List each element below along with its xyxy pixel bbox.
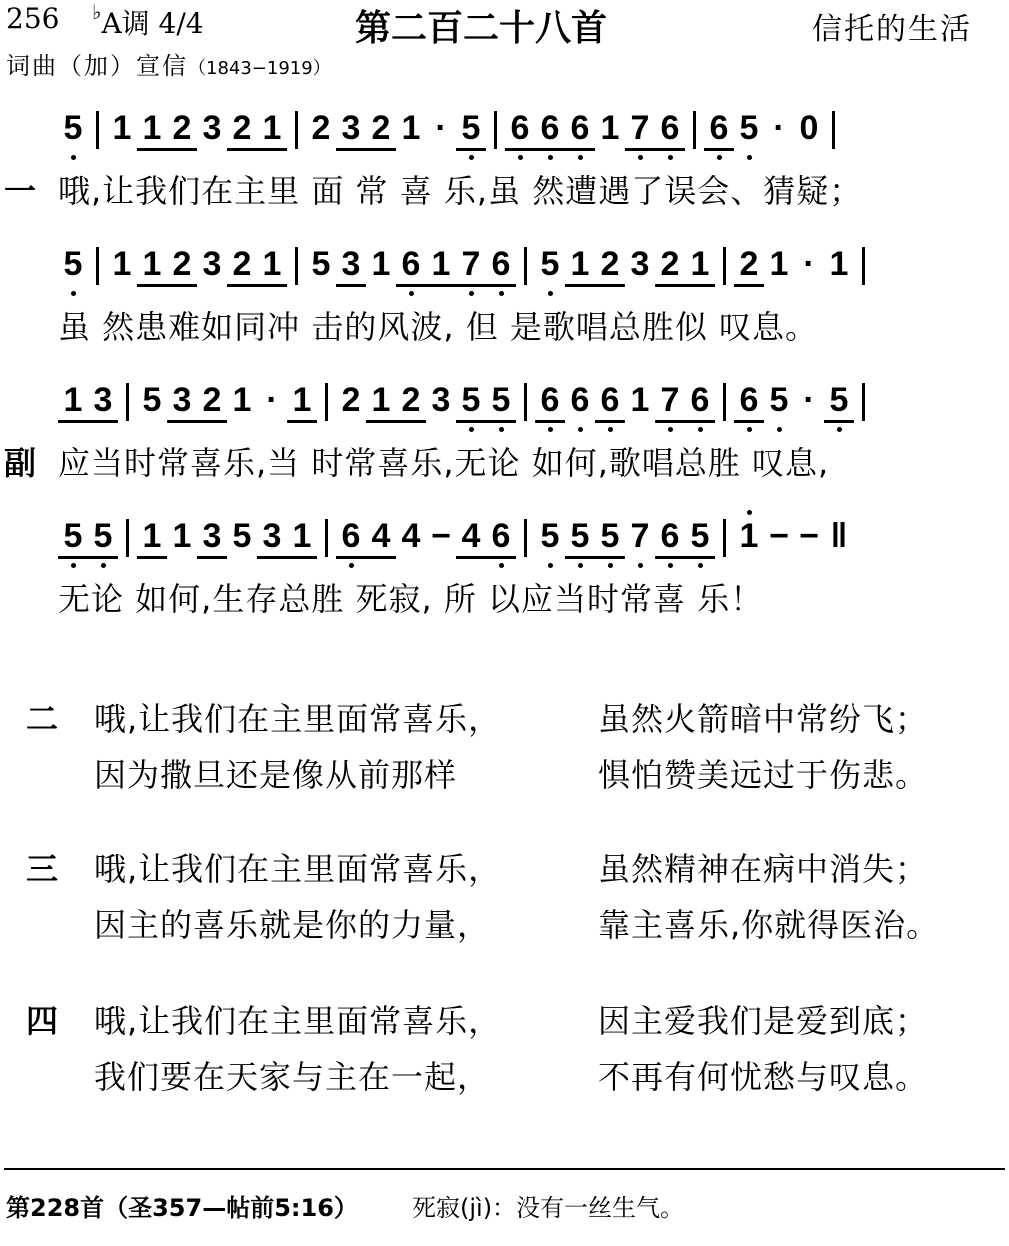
verse-2-line-2b: 惧怕赞美远过于伤悲。 [598, 756, 929, 794]
refrain-mark: 副 [4, 444, 37, 482]
verse-2-line-2a: 因为撒旦还是像从前那样 [94, 756, 458, 794]
flat-sign: ♭ [92, 0, 102, 24]
score-line-3: 1 3 5 3 2 1 · 1 2 1 2 3 5 5 6 6 6 1 7 6 6 5 · 5 [58, 380, 873, 420]
hymn-title: 第二百二十八首 [355, 8, 608, 49]
key-text: A调 4/4 [101, 7, 204, 40]
lyrics-line-1: 哦,让我们在主里 面 常 喜 乐,虽 然遭遇了误会、猜疑； [58, 172, 863, 210]
verse-number-3: 三 [26, 850, 59, 888]
lyrics-line-3: 应当时常喜乐,当 时常喜乐,无论 如何,歌唱总胜 叹息, [58, 444, 830, 482]
score-line-2: 5 1 1 2 3 2 1 5 3 1 6 1 7 6 5 1 2 3 2 1 2 1 · 1 [58, 244, 873, 284]
verse-3-line-1b: 虽然精神在病中消失； [598, 850, 929, 888]
verse-4-line-1b: 因主爱我们是爱到底； [598, 1002, 929, 1040]
verse-3-line-2b: 靠主喜乐,你就得医治。 [598, 906, 940, 944]
key-signature [92, 2, 204, 42]
word-note: 死寂(jì)：没有一丝生气。 [412, 1194, 685, 1222]
lyrics-line-4: 无论 如何,生存总胜 死寂, 所 以应当时常喜 乐！ [58, 580, 764, 618]
lyrics-line-2: 虽 然患难如同冲 击的风波, 但 是歌唱总胜似 叹息。 [58, 308, 819, 346]
verse-number-4: 四 [26, 1002, 59, 1040]
verse-mark-1: 一 [4, 172, 37, 210]
hymn-number: 256 [6, 2, 60, 35]
score-line-1: 5 1 1 2 3 2 1 2 3 2 1 · 5 6 6 6 1 7 6 6 5 · 0 [58, 108, 843, 148]
footer-divider [4, 1168, 1005, 1170]
verse-3-line-2a: 因主的喜乐就是你的力量， [94, 906, 491, 944]
scripture-reference: 第228首（圣357—帖前5:16） [6, 1194, 358, 1222]
author-credit: 词曲（加）宣信（1843−1919） [6, 52, 331, 80]
hymn-subtitle: 信托的生活 [812, 12, 972, 47]
verse-3-line-1a: 哦,让我们在主里面常喜乐， [94, 850, 502, 888]
verse-4-line-2b: 不再有何忧愁与叹息。 [598, 1058, 929, 1096]
verse-2-line-1a: 哦,让我们在主里面常喜乐， [94, 700, 502, 738]
verse-number-2: 二 [26, 700, 59, 738]
score-line-4: 5 5 1 1 3 5 3 1 6 4 4 − 4 6 5 5 5 7 6 5 1 − − ‖ [58, 516, 854, 556]
verse-4-line-2a: 我们要在天家与主在一起， [94, 1058, 491, 1096]
verse-2-line-1b: 虽然火箭暗中常纷飞； [598, 700, 929, 738]
verse-4-line-1a: 哦,让我们在主里面常喜乐， [94, 1002, 502, 1040]
